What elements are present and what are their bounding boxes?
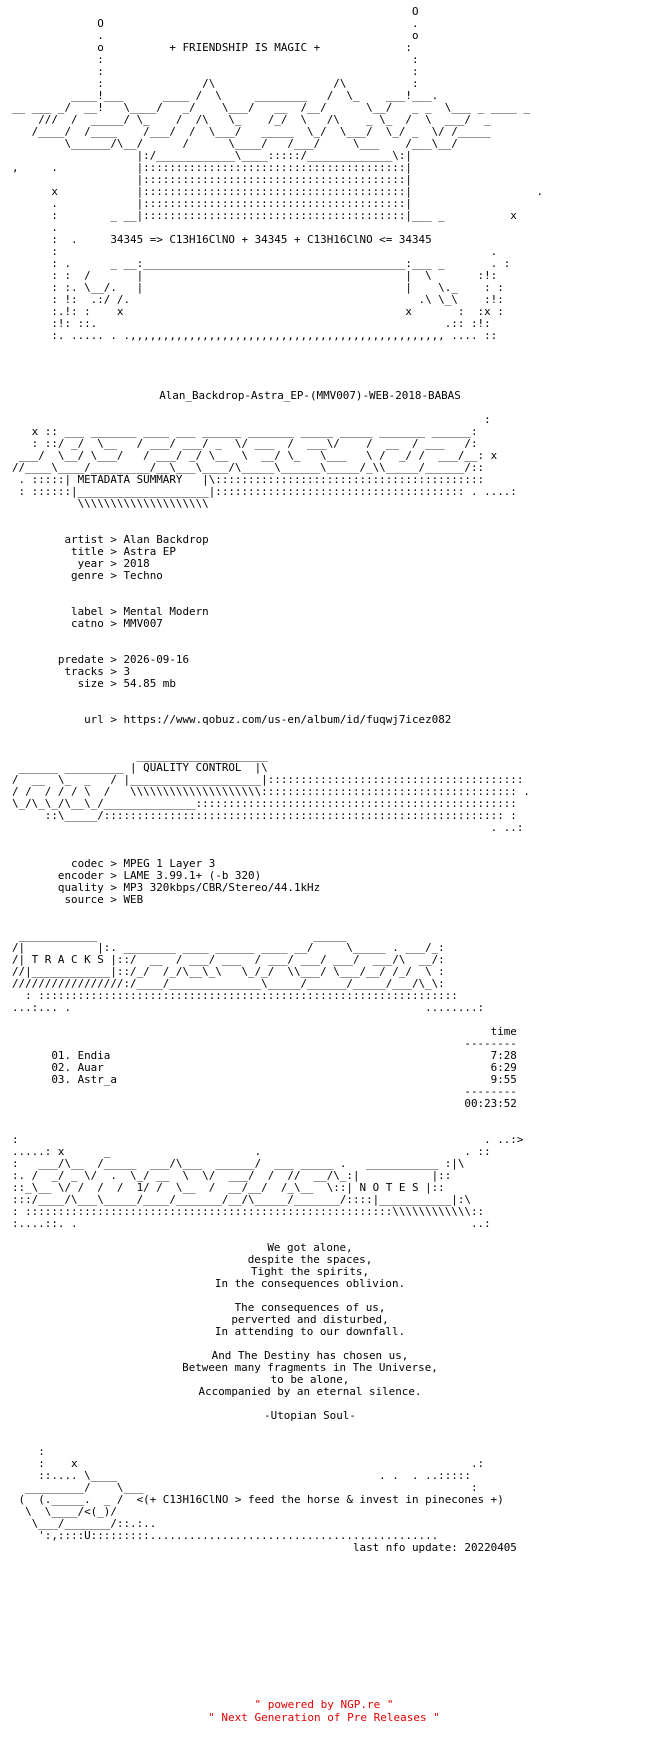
poem-line: Tight the spirits, — [250, 1265, 370, 1278]
footer-tagline: " Next Generation of Pre Releases " — [208, 1711, 440, 1724]
field-key: genre > — [12, 569, 124, 582]
release-name: Alan_Backdrop-Astra_EP-(MMV007)-WEB-2018-BABAS — [159, 389, 461, 402]
track-row: 03. Astr_a 9:55 — [12, 1073, 517, 1086]
field-key: encoder > — [12, 869, 124, 882]
quality-fields — [12, 858, 608, 906]
tracks-divider: -------- — [12, 1085, 517, 1098]
closing-slogan: ( (._____. _ / <(+ C13H16ClNO > feed the horse & invest in pinecones +) — [12, 1493, 504, 1506]
tracks-divider: -------- — [12, 1037, 517, 1050]
notes-banner-bottom: :::/____/\___\_____/____/_______/__/\_____/_______/::::|___________|:\ : ::::::::::::::::::::::::::::::::::::::::::::::::::::::::\\\\\\\\\\\\:: :....::. . ..: — [12, 1193, 491, 1230]
field-key: year > — [12, 557, 124, 570]
poem-line: And The Destiny has chosen us, — [211, 1349, 409, 1362]
field-key: label > — [12, 605, 124, 618]
quality-banner-bottom: . ..: — [12, 821, 524, 834]
field-value: MP3 320kbps/CBR/Stereo/44.1kHz — [123, 881, 321, 894]
field-value: MPEG 1 Layer 3 — [123, 857, 216, 870]
field-source — [12, 894, 608, 906]
track-row: 01. Endia 7:28 — [12, 1049, 517, 1062]
field-value: Techno — [123, 569, 163, 582]
poem-line: We got alone, — [267, 1241, 353, 1254]
field-catno — [12, 618, 608, 630]
poem-line: The consequences of us, — [234, 1301, 386, 1314]
header-art: O O . . o o + FRIENDSHIP IS MAGIC + : : : : : : /\ /\ : ____!___ ____ / \ ________ / \_ ___!___. __ ___ _/ __! \____/ _/ \___/ __ /__/ \__/ _ _ \___ _ ____ _ /// / _____/ \_ / /\ \_ /_/ \ /\ _ \_ / \ ___/ _ /____/ /____ /___/ / \___/ _____ \_/ \___/ \_/ _ \/ /_____ \______/\__/ / \____/ /___/ \___ /___\__/ |:/____________\____:::::/_____________\:| , . |::::::::::::::::::::::::::::::::::::::::| |::::::::::::::::::::::::::::::::::::::::| x |::::::::::::::::::::::::::::::::::::::::| . . |::::::::::::::::::::::::::::::::::::::::| : _ __|::::::::::::::::::::::::::::::::::::::::|___ _ x . — [12, 5, 544, 234]
field-value: MMV007 — [123, 617, 163, 630]
metadata-banner: : x :: ___ _______ ____ ___ ______ _______ _____ _____ _______ ______: : ::/ _/ \__ / ___/ ___/ _ \/ ___ / ___\/ / __ / ___ /: ___/ \__/ \___/ / ___/ _/ \__ \ __/ \_ \___ \ / _/ / ___/__: x //____\____/_________/__\___\____/\_____\______\_____/_\\_____/______/:: . :::::| METADATA SUMMARY |\::::::::::::::::::::::::::::::::::::::::: — [12, 413, 498, 486]
nfo-document — [12, 6, 608, 1554]
poem-line: Accompanied by an eternal silence. — [198, 1385, 422, 1398]
field-key: source > — [12, 893, 124, 906]
tracks-table — [12, 1026, 608, 1110]
field-key: url > — [12, 713, 124, 726]
field-value: Mental Modern — [123, 605, 209, 618]
poem-line: Between many fragments in The Universe, — [182, 1361, 438, 1374]
field-key: size > — [12, 677, 124, 690]
field-url[interactable] — [12, 714, 608, 726]
tracks-banner: ____________ _____ /| |:. ________ ____ ______ ____ __/ \_____ . ___/_: /| T R A C K S |::/ __ / ___/ ___ / ___/ ___/ ___/ ___/\ __/: — [12, 929, 445, 966]
tracks-total: 00:23:52 — [12, 1097, 517, 1110]
footer — [0, 1698, 648, 1724]
field-key: catno > — [12, 617, 124, 630]
field-key: quality > — [12, 881, 124, 894]
closing-art: : : x .: ::.... \____ . . . ..::::: _________/ \___ : — [25, 1445, 485, 1494]
last-update: last nfo update: 20220405 — [12, 1541, 517, 1554]
notes-banner: : . ..:> .....: x _ . . :: : ___/\__ /_____ ___/\___ ______/ ___ _____ . ___________ :|\ :. / _/ _ \/ . \_/ __ \ \/ ___/ / // __/\_:| |:: ::_\__ \/ / / / 1/ / \__ / __/__/ /_\__ \::| N O T E S |:: — [12, 1133, 524, 1194]
notes-poem — [12, 1242, 608, 1422]
field-key: codec > — [12, 857, 124, 870]
field-genre — [12, 570, 608, 582]
field-value: 3 — [123, 665, 131, 678]
tracks-banner-bottom: //|____________|::/_/ /_/\__\_\ \_/_/ \\___/ \___/__/ /_/ \ : /////////////////:/____/______________\_____/______/_____/___/\_\: : :::::::::::::::::::::::::::::::::::::::::::::::::::::::::::::::: ...:... . ........: — [12, 965, 485, 1014]
quality-banner: ____________________ ______ _________ | QUALITY CONTROL |\ / __ \_ _ / |____________________|::::::::::::::::::::::::::::::::::::::: / / / / / \ / \\\\\\\\\\\\\\\\\\\\::::::::::::::::::::::::::::::::::::::: . \_/\_\_/\__\_/______________::::::::::::::::::::::::::::::::::::::::::::::::: ::\_____/::::::::::::::::::::::::::::::::::::::::::::::::::::::::::::: : — [12, 749, 530, 822]
track-row: 02. Auar 6:29 — [12, 1061, 517, 1074]
metadata-fields — [12, 534, 608, 726]
field-value: LAME 3.99.1+ (-b 320) — [123, 869, 262, 882]
header-art-bottom: : . : . _ __:________________________________________:___ _ . : : : / | | \ :!: : :. \__/. | | \._ : : : !: .:/ /. .\ \_\ :!: :.!: : x x : :x : :!: ::. .:: :!: :. ..... . .,,,,,,,,,,,,,,,,,,,,,,,,,,,,,,,,,,,,,,,,,,,,,,,, .... :: — [51, 245, 511, 342]
poem-line: In the consequences oblivion. — [214, 1277, 406, 1290]
poem-line: In attending to our downfall. — [214, 1325, 406, 1338]
field-key: title > — [12, 545, 124, 558]
poem-line: despite the spaces, — [247, 1253, 373, 1266]
field-key: tracks > — [12, 665, 124, 678]
field-value: 2026-09-16 — [123, 653, 190, 666]
field-value: 54.85 mb — [123, 677, 176, 690]
header-formula: : . 34345 => C13H16ClNO + 34345 + C13H16ClNO <= 34345 — [12, 233, 432, 246]
closing-art-bottom: \ \____/<(_)/ \___/_______/::.:.. ':,::::U:::::::::............................................ — [25, 1505, 439, 1542]
field-value: WEB — [123, 893, 144, 906]
tracks-time-header: time — [12, 1025, 517, 1038]
poem-signature: -Utopian Soul- — [264, 1409, 356, 1422]
field-key: artist > — [12, 533, 124, 546]
powered-by-link[interactable]: " powered by NGP.re " — [254, 1698, 394, 1711]
field-size — [12, 678, 608, 690]
field-value: https://www.qobuz.com/us-en/album/id/fuqwj7icez082 — [123, 713, 452, 726]
field-value: Astra EP — [123, 545, 176, 558]
field-value: Alan Backdrop — [123, 533, 209, 546]
metadata-banner-bottom: : ::::::|____________________|:::::::::::::::::::::::::::::::::::::: . ....: \\\\\\\\\\\\\\\\\\\\ — [18, 485, 517, 510]
field-key: predate > — [12, 653, 124, 666]
poem-line: to be alone, — [270, 1373, 350, 1386]
field-value: 2018 — [123, 557, 150, 570]
poem-line: perverted and disturbed, — [231, 1313, 389, 1326]
